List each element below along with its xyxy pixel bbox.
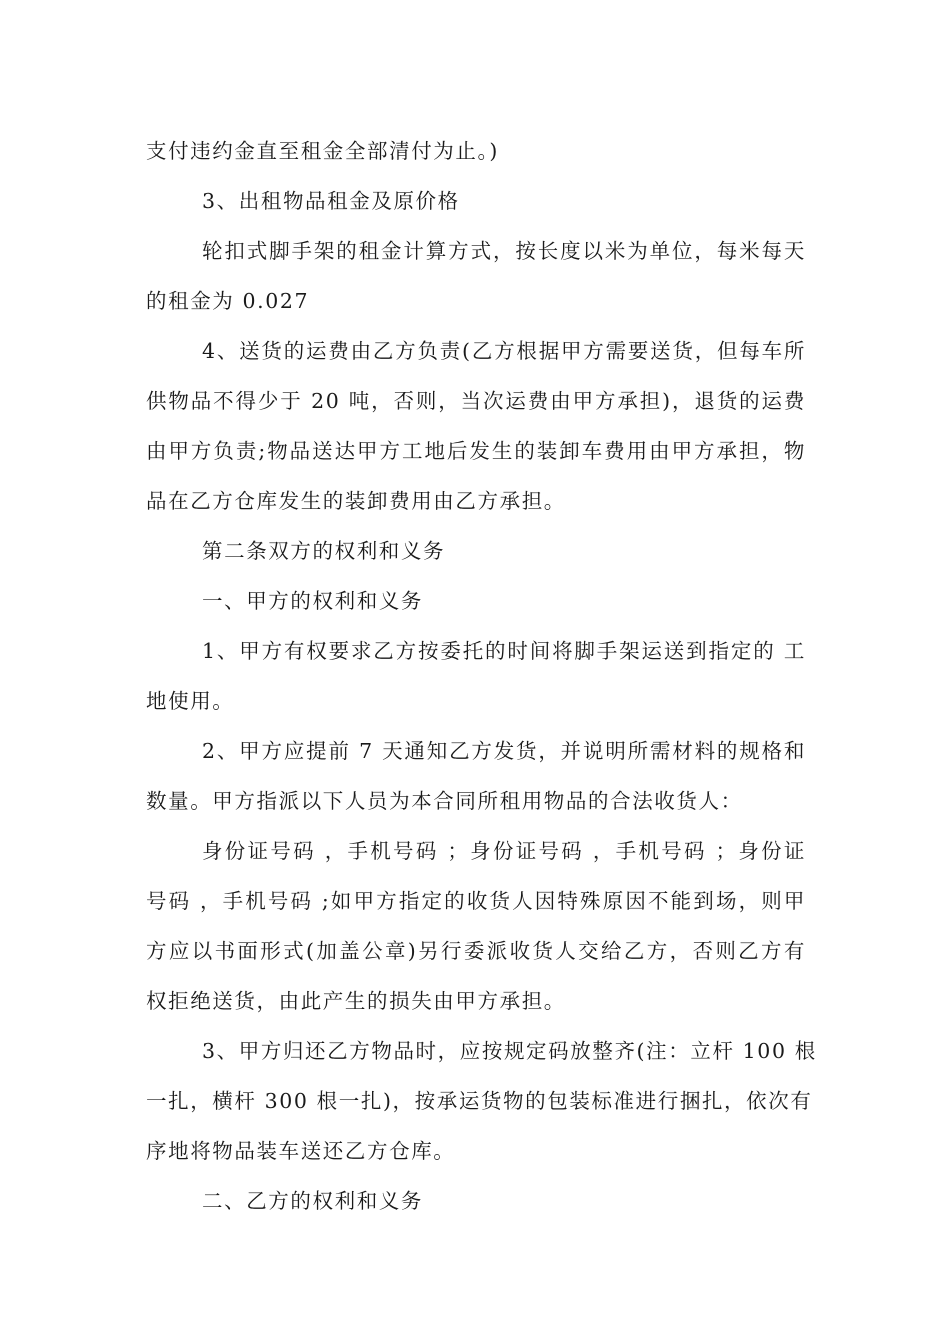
paragraph-line: 的租金为 0.027 — [146, 289, 310, 313]
paragraph-line: 权拒绝送货，由此产生的损失由甲方承担。 — [146, 989, 566, 1013]
paragraph-line: 由甲方负责;物品送达甲方工地后发生的装卸车费用由甲方承担，物 — [146, 439, 806, 463]
paragraph-line: 地使用。 — [146, 689, 235, 713]
section-heading: 二、乙方的权利和义务 — [202, 1189, 423, 1213]
paragraph-line: 数量。甲方指派以下人员为本合同所租用物品的合法收货人： — [146, 789, 743, 813]
section-heading: 3、出租物品租金及原价格 — [202, 189, 460, 213]
paragraph-line: 轮扣式脚手架的租金计算方式，按长度以米为单位，每米每天 — [202, 239, 806, 263]
paragraph-line: 3、甲方归还乙方物品时，应按规定码放整齐(注：立杆 100 根 — [202, 1039, 817, 1063]
paragraph-line: 2、甲方应提前 7 天通知乙方发货，并说明所需材料的规格和 — [202, 739, 806, 763]
paragraph-line: 号码 ，手机号码 ;如甲方指定的收货人因特殊原因不能到场，则甲 — [146, 889, 806, 913]
paragraph-line: 4、送货的运费由乙方负责(乙方根据甲方需要送货，但每车所 — [202, 339, 806, 363]
paragraph-line: 身份证号码 ，手机号码 ；身份证号码 ，手机号码 ；身份证 — [202, 839, 806, 863]
paragraph-line: 品在乙方仓库发生的装卸费用由乙方承担。 — [146, 489, 566, 513]
paragraph-line: 支付违约金直至租金全部清付为止。) — [146, 139, 499, 163]
article-heading: 第二条双方的权利和义务 — [202, 539, 446, 563]
paragraph-line: 1、甲方有权要求乙方按委托的时间将脚手架运送到指定的 工 — [202, 639, 806, 663]
paragraph-line: 序地将物品装车送还乙方仓库。 — [146, 1139, 456, 1163]
paragraph-line: 一扎，横杆 300 根一扎)，按承运货物的包装标准进行捆扎，依次有 — [146, 1089, 813, 1113]
paragraph-line: 方应以书面形式(加盖公章)另行委派收货人交给乙方，否则乙方有 — [146, 939, 806, 963]
section-heading: 一、甲方的权利和义务 — [202, 589, 423, 613]
paragraph-line: 供物品不得少于 20 吨，否则，当次运费由甲方承担)，退货的运费 — [146, 389, 806, 413]
